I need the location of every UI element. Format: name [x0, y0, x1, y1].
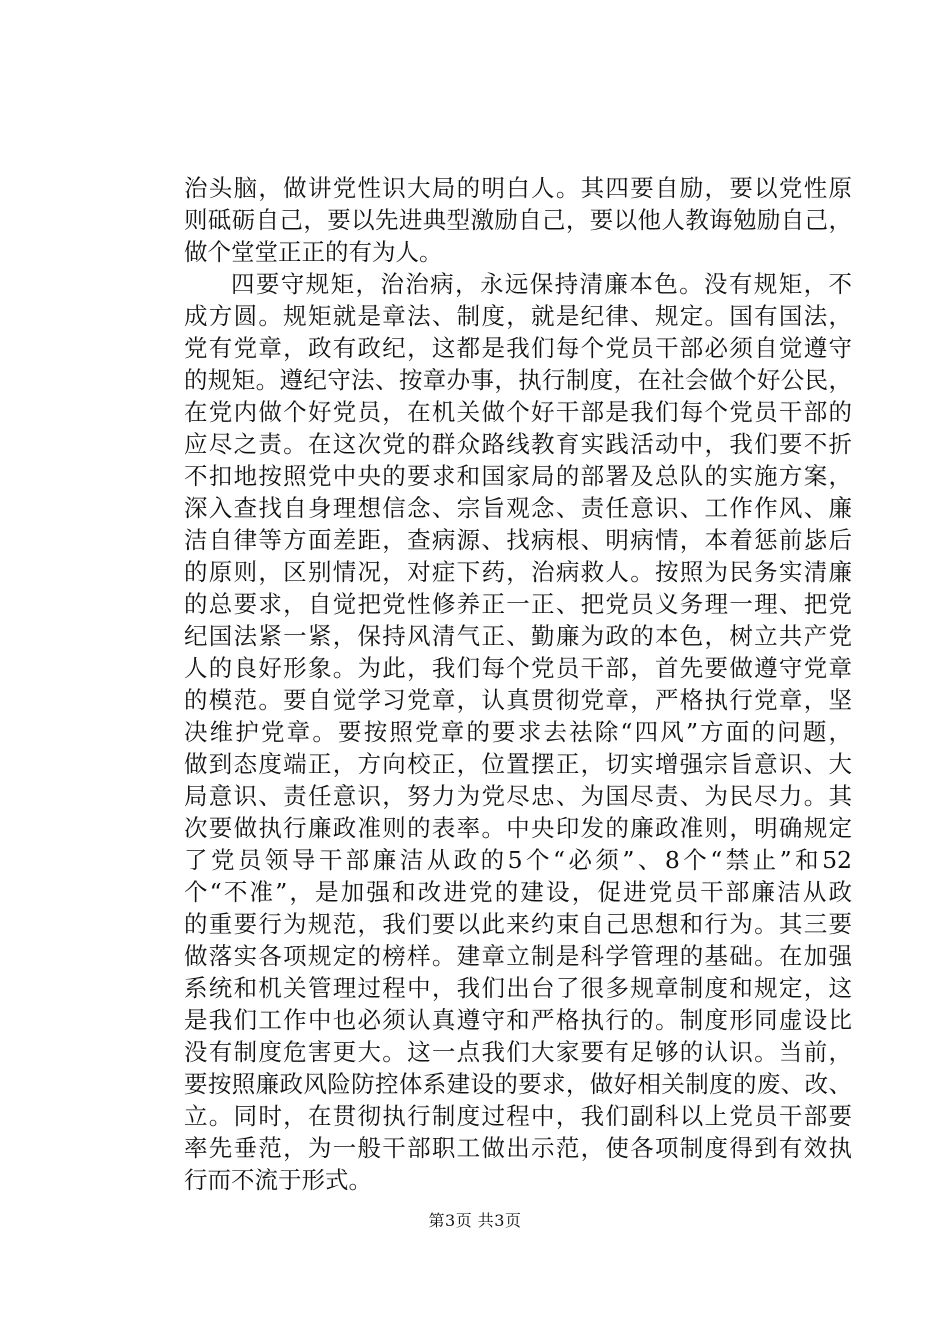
text-line: 不扣地按照党中央的要求和国家局的部署及总队的实施方案，: [184, 462, 852, 490]
text-line: 做个堂堂正正的有为人。: [184, 238, 443, 266]
text-line: 立。同时，在贯彻执行制度过程中，我们副科以上党员干部要: [184, 1102, 852, 1130]
text-line: 次要做执行廉政准则的表率。中央印发的廉政准则，明确规定: [184, 814, 852, 842]
page-number-footer: 第3页 共3页: [428, 1211, 522, 1230]
text-line: 系统和机关管理过程中，我们出台了很多规章制度和规定，这: [184, 974, 852, 1002]
text-line: 是我们工作中也必须认真遵守和严格执行的。制度形同虚设比: [184, 1006, 852, 1034]
text-line: 率先垂范，为一般干部职工做出示范，使各项制度得到有效执: [184, 1134, 852, 1162]
paragraph-first-line: 四要守规矩，治治病，永远保持清廉本色。没有规矩，不: [231, 270, 852, 298]
text-line: 应尽之责。在这次党的群众路线教育实践活动中，我们要不折: [184, 430, 852, 458]
text-line: 深入查找自身理想信念、宗旨观念、责任意识、工作作风、廉: [184, 494, 852, 522]
text-line: 决维护党章。要按照党章的要求去祛除“四风”方面的问题，: [184, 718, 852, 746]
text-line: 治头脑，做讲党性识大局的明白人。其四要自励，要以党性原: [184, 174, 852, 202]
text-line: 的重要行为规范，我们要以此来约束自己思想和行为。其三要: [184, 910, 852, 938]
text-line: 要按照廉政风险防控体系建设的要求，做好相关制度的废、改、: [184, 1070, 852, 1098]
text-line: 在党内做个好党员，在机关做个好干部是我们每个党员干部的: [184, 398, 852, 426]
text-line: 个“不准”，是加强和改进党的建设，促进党员干部廉洁从政: [184, 878, 852, 906]
text-line: 行而不流于形式。: [184, 1166, 372, 1194]
text-line: 的总要求，自觉把党性修养正一正、把党员义务理一理、把党: [184, 590, 852, 618]
text-line: 成方圆。规矩就是章法、制度，就是纪律、规定。国有国法，: [184, 302, 852, 330]
text-line: 了党员领导干部廉洁从政的5个“必须”、8个“禁止”和52: [184, 846, 852, 874]
text-line: 的规矩。遵纪守法、按章办事，执行制度，在社会做个好公民，: [184, 366, 852, 394]
text-line: 纪国法紧一紧，保持风清气正、勤廉为政的本色，树立共产党: [184, 622, 852, 650]
text-line: 局意识、责任意识，努力为党尽忠、为国尽责、为民尽力。其: [184, 782, 852, 810]
text-line: 洁自律等方面差距，查病源、找病根、明病情，本着惩前毖后: [184, 526, 852, 554]
text-line: 人的良好形象。为此，我们每个党员干部，首先要做遵守党章: [184, 654, 852, 682]
text-line: 做到态度端正，方向校正，位置摆正，切实增强宗旨意识、大: [184, 750, 852, 778]
text-line: 的原则，区别情况，对症下药，治病救人。按照为民务实清廉: [184, 558, 852, 586]
text-line: 没有制度危害更大。这一点我们大家要有足够的认识。当前，: [184, 1038, 852, 1066]
text-line: 的模范。要自觉学习党章，认真贯彻党章，严格执行党章，坚: [184, 686, 852, 714]
text-line: 做落实各项规定的榜样。建章立制是科学管理的基础。在加强: [184, 942, 852, 970]
text-line: 则砥砺自己，要以先进典型激励自己，要以他人教诲勉励自己，: [184, 206, 852, 234]
text-line: 党有党章，政有政纪，这都是我们每个党员干部必须自觉遵守: [184, 334, 852, 362]
